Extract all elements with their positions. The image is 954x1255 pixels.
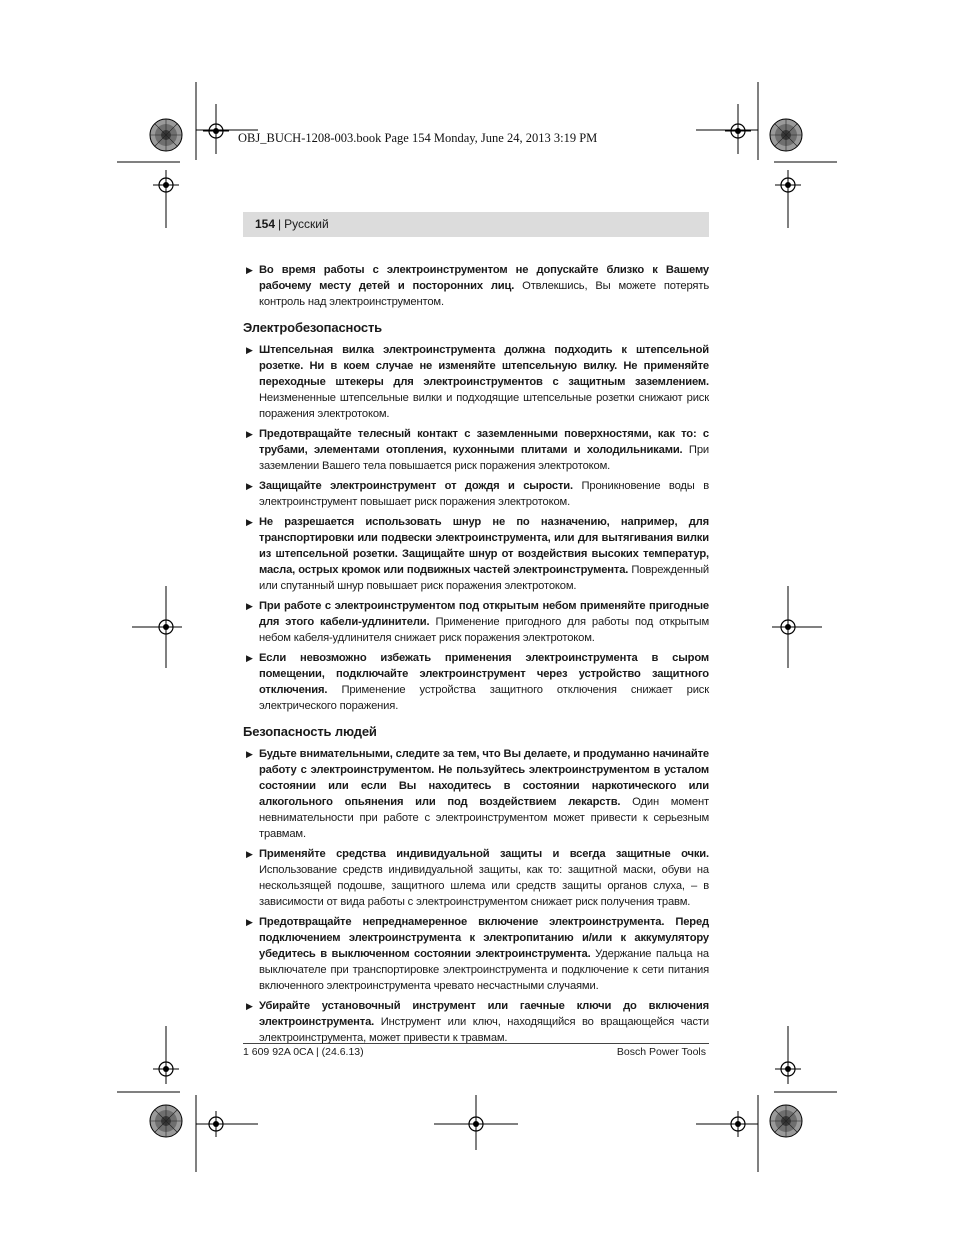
item-text: Неизмененные штепсельные вилки и подходящие штепсельные розетки снижают риск поражения электротоком.	[259, 392, 709, 420]
bullet-arrow-icon: ▶	[246, 1001, 253, 1011]
footer-divider	[243, 1043, 709, 1044]
item-text: Проникновение воды в электроинструмент повышает риск поражения электротоком.	[259, 480, 709, 508]
item-bold-text: Предотвращайте непреднамеренное включение электроинструмента. Перед подключением электроинструмента к электропитанию и/или к аккумулятору убедитесь в выключенном состоянии электроинструмента.	[259, 916, 709, 960]
bullet-arrow-icon: ▶	[246, 265, 253, 275]
item-text: Использование средств индивидуальной защиты, как то: защитной маски, обуви на нескользящей подошве, защитного шлема или средств защиты органов слуха, – в зависимости от вида работы с электроинструментом снижает риск получения травм.	[259, 864, 709, 908]
footer-doc-number: 1 609 92A 0CA | (24.6.13)	[243, 1046, 364, 1058]
section-heading-personal: Безопасность людей	[243, 724, 377, 739]
item-text: Применение пригодного для работы под открытым небом кабеля-удлинителя снижает риск поражения электротоком.	[259, 616, 709, 644]
item-text: Один момент невнимательности при работе с электроинструментом может привести к серьезным травмам.	[259, 796, 709, 840]
item-bold-text: При работе с электроинструментом под открытым небом применяйте пригодные для этого кабели-удлинители.	[259, 600, 709, 628]
item-text: При заземлении Вашего тела повышается риск поражения электротоком.	[259, 444, 709, 472]
item-bold-text: Будьте внимательными, следите за тем, что Вы делаете, и продуманно начинайте работу с электроинструментом. Не пользуйтесь электроинструментом в усталом состоянии или если Вы находитесь в состоянии наркотического или алкогольного опьянения или под воздействием лекарств.	[259, 748, 709, 808]
item-bold-text: Не разрешается использовать шнур не по назначению, например, для транспортировки или подвески электроинструмента, или для вытягивания вилки из штепсельной розетки. Защищайте шнур от воздействия высоких температур, масла, острых кромок или подвижных частей электроинструмента.	[259, 516, 709, 576]
footer-brand: Bosch Power Tools	[616, 1046, 706, 1058]
item-text: Поврежденный или спутанный шнур повышает риск поражения электротоком.	[259, 564, 709, 592]
list-item	[243, 598, 709, 646]
list-item	[243, 426, 709, 474]
page-number: 154	[255, 217, 276, 231]
page-header	[243, 212, 709, 237]
item-bold-text: Применяйте средства индивидуальной защиты и всегда защитные очки.	[259, 848, 709, 860]
list-item	[243, 262, 709, 310]
item-text: Удержание пальца на выключателе при транспортировке электроинструмента и подключение к сети питания включенного электроинструмента чревато несчастными случаями.	[259, 948, 709, 992]
section-heading-electrical: Электробезопасность	[243, 320, 383, 335]
item-text: Отвлекшись, Вы можете потерять контроль над электроинструментом.	[259, 280, 709, 308]
item-bold-text: Убирайте установочный инструмент или гаечные ключи до включения электроинструмента.	[259, 1000, 709, 1028]
list-item	[243, 478, 709, 510]
bullet-arrow-icon: ▶	[246, 601, 253, 611]
header-separator: |	[278, 217, 282, 231]
bullet-arrow-icon: ▶	[246, 917, 253, 927]
list-item	[243, 514, 709, 594]
item-bold-text: Если невозможно избежать применения электроинструмента в сыром помещении, подключайте электроинструмент через устройство защитного отключения.	[259, 652, 709, 696]
bullet-arrow-icon: ▶	[246, 849, 253, 859]
bullet-arrow-icon: ▶	[246, 429, 253, 439]
list-item	[243, 650, 709, 714]
bullet-arrow-icon: ▶	[246, 481, 253, 491]
bullet-arrow-icon: ▶	[246, 653, 253, 663]
page-content	[243, 262, 709, 1050]
bullet-arrow-icon: ▶	[246, 345, 253, 355]
list-item	[243, 342, 709, 422]
list-item	[243, 914, 709, 994]
print-info: OBJ_BUCH-1208-003.book Page 154 Monday, June 24, 2013 3:19 PM	[238, 131, 598, 145]
item-bold-text: Штепсельная вилка электроинструмента должна подходить к штепсельной розетке. Ни в коем случае не изменяйте штепсельную вилку. Не применяйте переходные штекеры для электроинструментов с защитным заземлением.	[259, 344, 709, 388]
list-item	[243, 746, 709, 842]
bullet-arrow-icon: ▶	[246, 749, 253, 759]
item-bold-text: Предотвращайте телесный контакт с заземленными поверхностями, как то: с трубами, элементами отопления, кухонными плитами и холодильниками.	[259, 428, 709, 456]
list-item	[243, 998, 709, 1046]
item-bold-text: Защищайте электроинструмент от дождя и сырости.	[259, 480, 573, 492]
language-label: Русский	[284, 217, 329, 231]
list-item	[243, 846, 709, 910]
item-text: Применение устройства защитного отключения снижает риск электрического поражения.	[259, 684, 709, 712]
item-bold-text: Во время работы с электроинструментом не допускайте близко к Вашему рабочему месту детей и посторонних лиц.	[259, 264, 709, 292]
item-text: Инструмент или ключ, находящийся во вращающейся части электроинструмента, может привести к травмам.	[259, 1016, 709, 1044]
bullet-arrow-icon: ▶	[246, 517, 253, 527]
